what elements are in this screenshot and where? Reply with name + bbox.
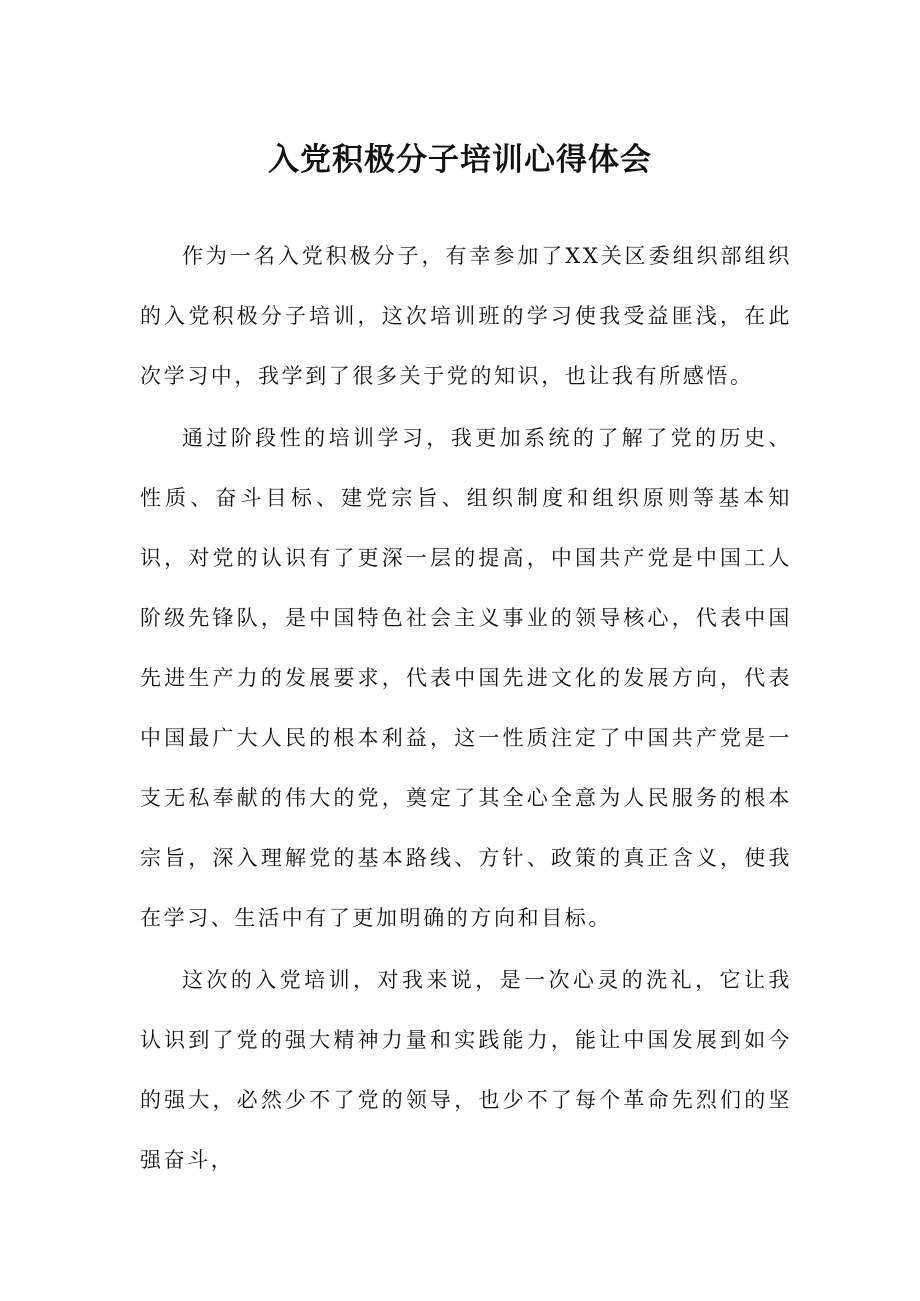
paragraph-1: 作为一名入党积极分子，有幸参加了XX关区委组织部组织的入党积极分子培训，这次培训班的学习使我受益匪浅，在此次学习中，我学到了很多关于党的知识，也让我有所感悟。 bbox=[140, 244, 792, 388]
paragraph-3: 这次的入党培训，对我来说，是一次心灵的洗礼，它让我认识到了党的强大精神力量和实践能力，能让中国发展到如今的强大，必然少不了党的领导，也少不了每个革命先烈们的坚强奋斗， bbox=[140, 968, 792, 1172]
document-body bbox=[140, 226, 792, 1192]
paragraph-2: 通过阶段性的培训学习，我更加系统的了解了党的历史、性质、奋斗目标、建党宗旨、组织制度和组织原则等基本知识，对党的认识有了更深一层的提高，中国共产党是中国工人阶级先锋队，是中国特色社会主义事业的领导核心，代表中国先进生产力的发展要求，代表中国先进文化的发展方向，代表中国最广大人民的根本利益，这一性质注定了中国共产党是一支无私奉献的伟大的党，奠定了其全心全意为人民服务的根本宗旨，深入理解党的基本路线、方针、政策的真正含义，使我在学习、生活中有了更加明确的方向和目标。 bbox=[140, 426, 792, 930]
document-title: 入党积极分子培训心得体会 bbox=[268, 142, 652, 178]
